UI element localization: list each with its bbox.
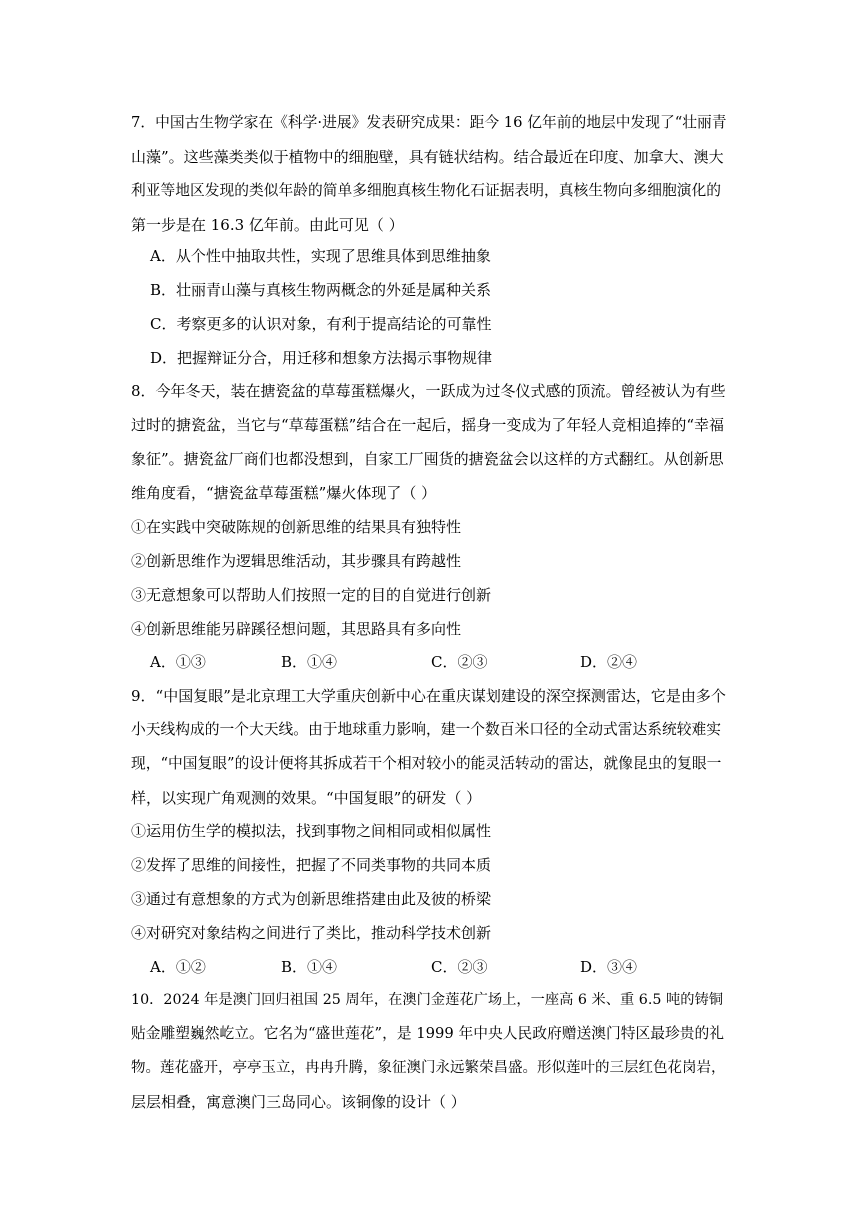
- question-10-stem-line: 物。莲花盛开，亭亭玉立，冉冉升腾，象征澳门永远繁荣昌盛。形似莲叶的三层红色花岗岩，: [131, 1060, 726, 1076]
- question-9-choice-d: D．③④: [580, 958, 638, 976]
- question-7-option-b: B．壮丽青山藻与真核生物两概念的外延是属种关系: [150, 281, 492, 299]
- question-8-statement-4: ④创新思维能另辟蹊径想问题，其思路具有多向性: [131, 620, 462, 638]
- question-10-stem-line: 贴金雕塑巍然屹立。它名为“盛世莲花”，是 1999 年中央人民政府赠送澳门特区最珍贵的礼: [131, 1025, 724, 1042]
- question-9-choice-a: A．①②: [150, 958, 206, 976]
- question-8-choice-c: C．②③: [431, 653, 488, 671]
- question-7-stem-line: 第一步是在 16.3 亿年前。由此可见（ ）: [131, 216, 404, 234]
- question-9-stem-line: 小天线构成的一个大天线。由于地球重力影响，建一个数百米口径的全动式雷达系统较难实: [131, 721, 721, 738]
- question-7-option-c: C．考察更多的认识对象，有利于提高结论的可靠性: [150, 315, 492, 333]
- question-9-stem-line: 样，以实现广角观测的效果。“中国复眼”的研发（ ）: [131, 789, 482, 807]
- question-9-choice-b: B．①④: [281, 958, 338, 976]
- question-9-statement-4: ④对研究对象结构之间进行了类比，推动科学技术创新: [131, 924, 492, 942]
- question-7-option-a: A．从个性中抽取共性，实现了思维具体到思维抽象: [150, 247, 491, 265]
- question-7-stem-line: 利亚等地区发现的类似年龄的简单多细胞真核生物化石证据表明，真核生物向多细胞演化的: [131, 182, 721, 199]
- question-8-statement-3: ③无意想象可以帮助人们按照一定的目的自觉进行创新: [131, 586, 492, 604]
- question-7-stem-line: 山藻”。这些藻类类似于植物中的细胞壁，具有链状结构。结合最近在印度、加拿大、澳大: [131, 148, 724, 166]
- question-10-stem-line: 层层相叠，寓意澳门三岛同心。该铜像的设计（ ）: [131, 1093, 466, 1111]
- question-8-choice-b: B．①④: [281, 653, 338, 671]
- question-8-choice-a: A．①③: [150, 653, 206, 671]
- question-9-statement-3: ③通过有意想象的方式为创新思维搭建由此及彼的桥梁: [131, 890, 492, 908]
- question-8-stem-line: 过时的搪瓷盆，当它与“草莓蛋糕”结合在一起后，摇身一变成为了年轻人竞相追捧的“幸福: [131, 416, 725, 434]
- question-8-statement-1: ①在实践中突破陈规的创新思维的结果具有独特性: [131, 518, 462, 536]
- question-8-choice-d: D．②④: [580, 653, 638, 671]
- question-8-stem-line: 象征”。搪瓷盆厂商们也都没想到，自家工厂囤货的搪瓷盆会以这样的方式翻红。从创新思: [131, 450, 724, 468]
- question-9-choice-c: C．②③: [431, 958, 488, 976]
- question-7-option-d: D．把握辩证分合，用迁移和想象方法揭示事物规律: [150, 349, 493, 367]
- question-9-stem-line: 9．“中国复眼”是北京理工大学重庆创新中心在重庆谋划建设的深空探测雷达，它是由多个: [131, 687, 726, 705]
- question-8-stem-line: 维角度看，“搪瓷盆草莓蛋糕”爆火体现了（ ）: [131, 484, 437, 502]
- question-10-stem-line: 10．2024 年是澳门回归祖国 25 周年，在澳门金莲花广场上，一座高 6 米、重 6.5 吨的铸铜: [131, 992, 723, 1008]
- question-9-statement-1: ①运用仿生学的模拟法，找到事物之间相同或相似属性: [131, 822, 492, 840]
- question-9-stem-line: 现，“中国复眼”的设计便将其拆成若干个相对较小的能灵活转动的雷达，就像昆虫的复眼一: [131, 755, 722, 772]
- question-8-stem-line: 8．今年冬天，装在搪瓷盆的草莓蛋糕爆火，一跃成为过冬仪式感的顶流。曾经被认为有些: [131, 382, 726, 400]
- question-7-stem-line: 7．中国古生物学家在《科学·进展》发表研究成果：距今 16 亿年前的地层中发现了“壮丽青: [131, 114, 727, 131]
- question-8-statement-2: ②创新思维作为逻辑思维活动，其步骤具有跨越性: [131, 552, 462, 570]
- question-9-statement-2: ②发挥了思维的间接性，把握了不同类事物的共同本质: [131, 856, 492, 874]
